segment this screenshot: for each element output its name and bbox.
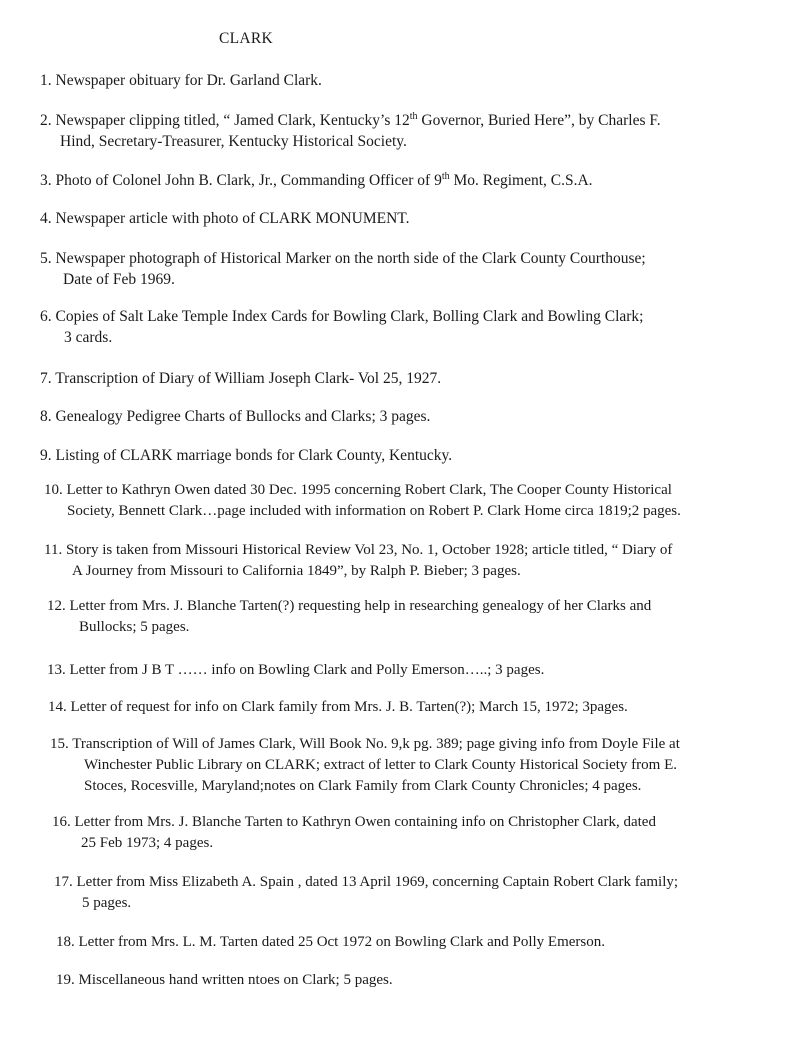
- list-item: [48, 697, 628, 718]
- item-number: 9.: [40, 447, 52, 464]
- item-line: 5 pages.: [82, 895, 132, 911]
- item-number: 1.: [40, 72, 52, 89]
- item-line: Newspaper photograph of Historical Marker on the north side of the Clark County Courthouse;: [55, 250, 646, 267]
- item-line: Society, Bennett Clark…page included with information on Robert P. Clark Home circa 1819;2 pages.: [67, 503, 681, 519]
- item-line: Newspaper clipping titled, “ Jamed Clark, Kentucky’s 12th Governor, Buried Here”, by Charles F.: [55, 110, 661, 129]
- item-number: 17.: [54, 874, 73, 890]
- item-line: Miscellaneous hand written ntoes on Clark; 5 pages.: [78, 972, 393, 988]
- list-item: [47, 660, 544, 681]
- list-item: [40, 445, 452, 466]
- item-number: 16.: [52, 814, 71, 830]
- list-item: [56, 932, 605, 953]
- item-number: 5.: [40, 250, 52, 267]
- item-number: 19.: [56, 972, 75, 988]
- item-number: 2.: [40, 112, 52, 129]
- list-item: [56, 970, 393, 991]
- ordinal-suffix: th: [441, 170, 450, 182]
- item-number: 12.: [47, 598, 66, 614]
- item-number: 7.: [40, 370, 52, 387]
- item-line: Transcription of Will of James Clark, Will Book No. 9,k pg. 389; page giving info from Doyle File at: [72, 736, 680, 752]
- item-line: Copies of Salt Lake Temple Index Cards for Bowling Clark, Bolling Clark and Bowling Clark;: [55, 308, 644, 325]
- item-line: Newspaper obituary for Dr. Garland Clark.: [55, 72, 322, 89]
- item-number: 6.: [40, 308, 52, 325]
- item-number: 11.: [44, 542, 63, 558]
- item-number: 18.: [56, 934, 75, 950]
- list-item: [40, 248, 646, 290]
- item-number: 13.: [47, 662, 66, 678]
- item-line: Winchester Public Library on CLARK; extract of letter to Clark County Historical Society from E.: [84, 757, 678, 773]
- list-item: [40, 306, 643, 348]
- list-item: [40, 110, 661, 152]
- item-line: Stoces, Rocesville, Maryland;notes on Clark Family from Clark County Chronicles; 4 pages.: [84, 778, 642, 794]
- item-line: Newspaper article with photo of CLARK MONUMENT.: [55, 210, 410, 227]
- item-line: 3 cards.: [64, 329, 113, 346]
- item-number: 4.: [40, 210, 52, 227]
- item-line: Hind, Secretary-Treasurer, Kentucky Historical Society.: [60, 133, 407, 150]
- list-item: [47, 596, 651, 638]
- item-line: Genealogy Pedigree Charts of Bullocks and Clarks; 3 pages.: [55, 408, 431, 425]
- item-number: 8.: [40, 408, 52, 425]
- item-line: A Journey from Missouri to California 1849”, by Ralph P. Bieber; 3 pages.: [72, 563, 521, 579]
- list-item: [40, 70, 322, 91]
- item-line: Letter from Mrs. J. Blanche Tarten to Kathryn Owen containing info on Christopher Clark, dated: [74, 814, 656, 830]
- page-title: CLARK: [219, 30, 274, 47]
- item-number: 15.: [50, 736, 69, 752]
- item-line: Photo of Colonel John B. Clark, Jr., Commanding Officer of 9th Mo. Regiment, C.S.A.: [55, 170, 593, 189]
- list-item: [40, 368, 441, 389]
- item-line: 25 Feb 1973; 4 pages.: [81, 835, 214, 851]
- item-line: Letter from Mrs. L. M. Tarten dated 25 Oct 1972 on Bowling Clark and Polly Emerson.: [78, 934, 606, 950]
- list-item: [40, 208, 410, 229]
- list-item: [40, 406, 430, 427]
- item-line: Letter from Miss Elizabeth A. Spain , dated 13 April 1969, concerning Captain Robert Clark family;: [76, 874, 679, 890]
- list-item: [54, 872, 678, 914]
- item-number: 14.: [48, 699, 67, 715]
- list-item: [44, 540, 672, 582]
- item-line: Letter from J B T …… info on Bowling Clark and Polly Emerson…..; 3 pages.: [69, 662, 545, 678]
- ordinal-suffix: th: [409, 110, 418, 122]
- item-line: Letter to Kathryn Owen dated 30 Dec. 1995 concerning Robert Clark, The Cooper County Historical: [66, 482, 672, 498]
- item-line: Transcription of Diary of William Joseph Clark- Vol 25, 1927.: [55, 370, 442, 387]
- item-line: Story is taken from Missouri Historical Review Vol 23, No. 1, October 1928; article titled, “ Diary of: [65, 542, 673, 558]
- item-line: Letter from Mrs. J. Blanche Tarten(?) requesting help in researching genealogy of her Clarks and: [69, 598, 652, 614]
- item-line: Listing of CLARK marriage bonds for Clark County, Kentucky.: [55, 447, 453, 464]
- item-line: Bullocks; 5 pages.: [79, 619, 190, 635]
- item-line: Date of Feb 1969.: [63, 271, 175, 288]
- list-item: [40, 170, 593, 191]
- list-item: [52, 812, 656, 854]
- list-item: [50, 734, 680, 797]
- item-line: Letter of request for info on Clark family from Mrs. J. B. Tarten(?); March 15, 1972; 3pages.: [70, 699, 628, 715]
- item-number: 3.: [40, 172, 52, 189]
- item-number: 10.: [44, 482, 63, 498]
- list-item: [44, 480, 681, 522]
